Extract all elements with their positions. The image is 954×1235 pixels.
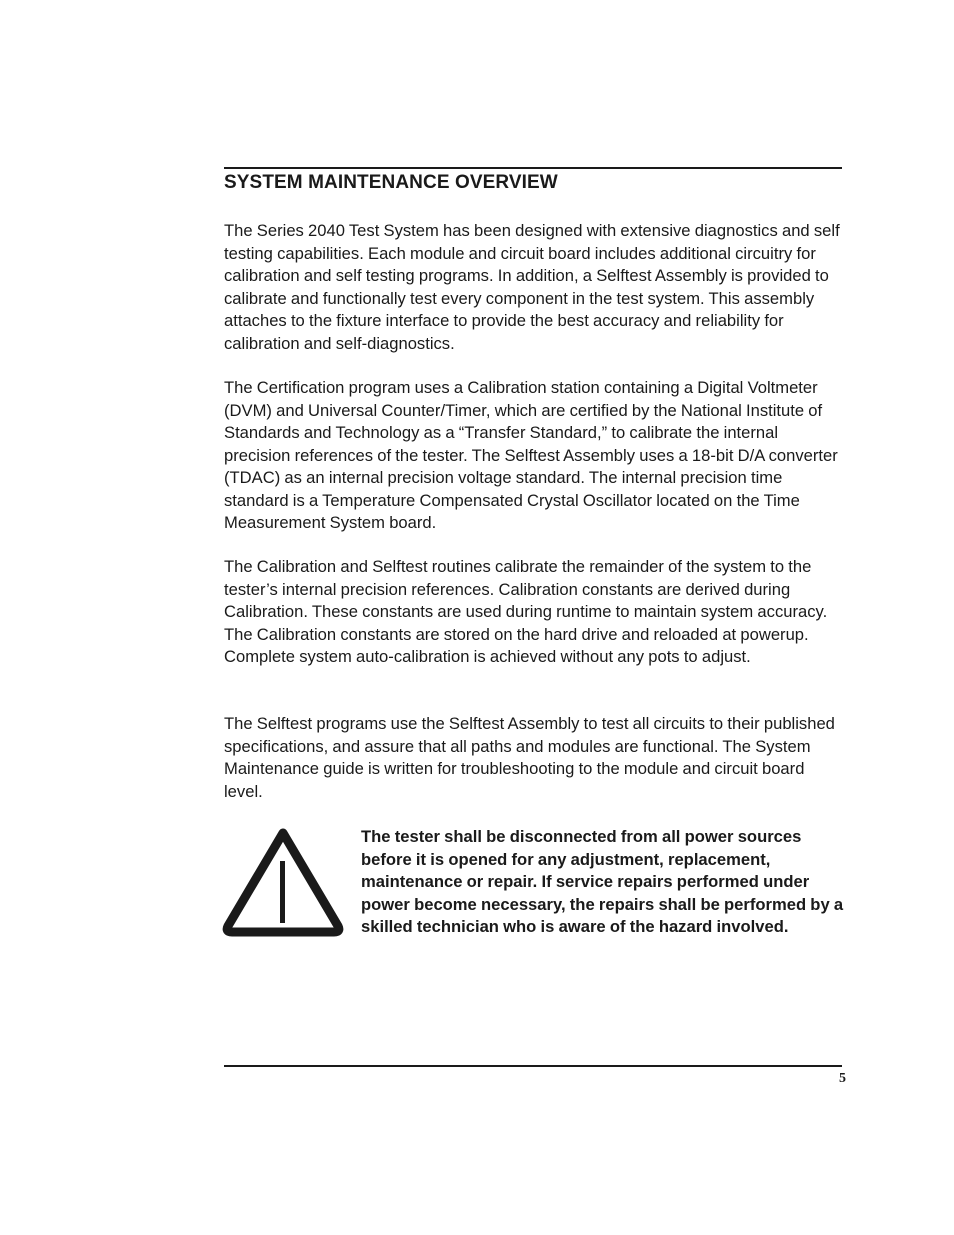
warning-notice: The tester shall be disconnected from all power sources before it is opened for any adjustment, replacement, maintenance or repair. If service repairs performed under power become necessary, the repairs shall be performed by a skilled technician who is aware of the hazard involved. bbox=[361, 827, 844, 936]
body-paragraph: The Selftest programs use the Selftest Assembly to test all circuits to their published specifications, and assure that all paths and modules are functional. The System Maintenance guide is written for troubleshooting to the module and circuit board level. bbox=[224, 714, 835, 801]
body-paragraph: The Calibration and Selftest routines calibrate the remainder of the system to the tester’s internal precision references. Calibration constants are derived during Calibration. These constants are used during runtime to maintain system accuracy. The Calibration constants are stored on the hard drive and reloaded at powerup. Complete system auto-calibration is achieved without any pots to adjust. bbox=[224, 557, 828, 666]
warning-triangle-icon bbox=[222, 826, 344, 938]
page-number: 5 bbox=[839, 1071, 846, 1086]
body-paragraph: The Series 2040 Test System has been designed with extensive diagnostics and self testing capabilities. Each module and circuit board includes additional circuitry for calibration and self testing programs. In addition, a Selftest Assembly is provided to calibrate and functionally test every component in the test system. This assembly attaches to the fixture interface to provide the best accuracy and reliability for calibration and self-diagnostics. bbox=[224, 221, 840, 353]
body-paragraph: The Certification program uses a Calibration station containing a Digital Voltmeter (DVM) and Universal Counter/Timer, which are certified by the National Institute of Standards and Technology as a “Transfer Standard,” to calibrate the internal precision references of the tester. The Selftest Assembly uses a 18-bit D/A converter (TDAC) as an internal precision voltage standard. The internal precision time standard is a Temperature Compensated Crystal Oscillator located on the Time Measurement System board. bbox=[224, 378, 838, 532]
bottom-divider bbox=[224, 1065, 842, 1067]
top-divider bbox=[224, 167, 842, 169]
section-heading: SYSTEM MAINTENANCE OVERVIEW bbox=[224, 172, 558, 193]
